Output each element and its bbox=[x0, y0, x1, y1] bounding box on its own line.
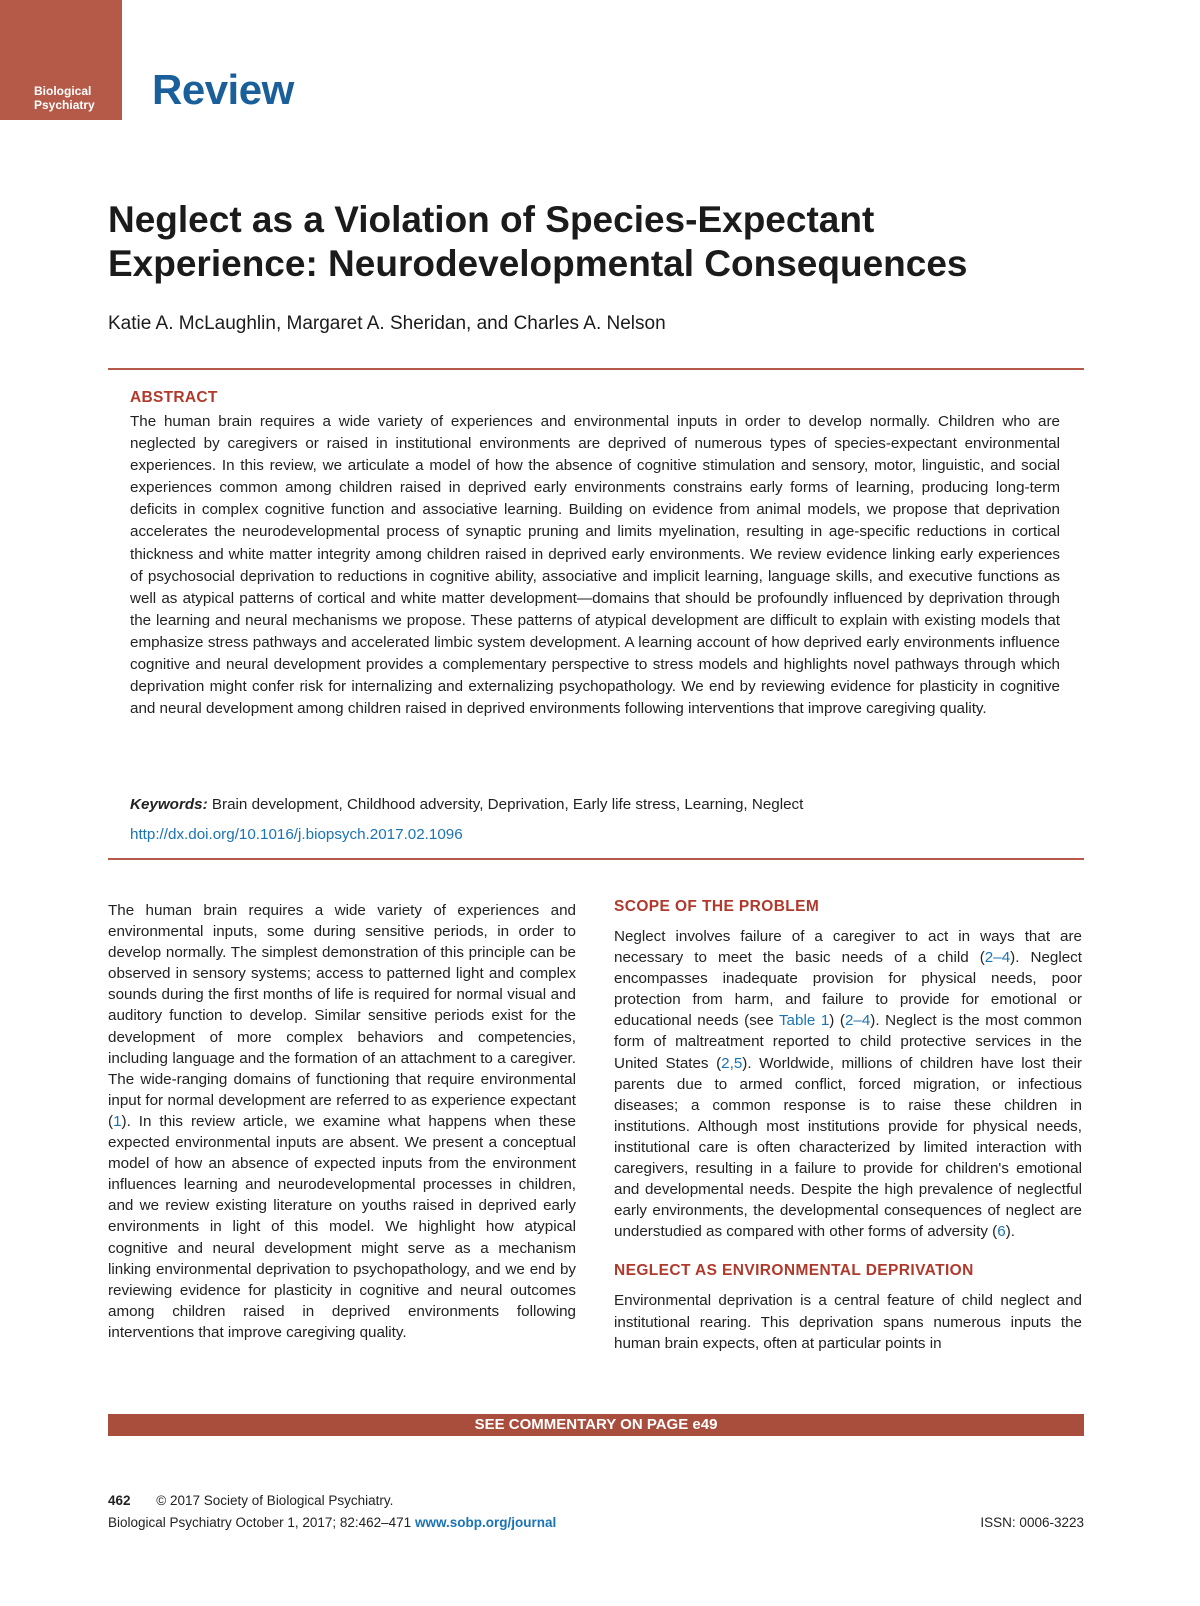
journal-badge bbox=[0, 0, 122, 120]
keywords-list: Brain development, Childhood adversity, Deprivation, Early life stress, Learning, Neglect bbox=[211, 796, 804, 813]
intro-text-2: ). In this review article, we examine what happens when these expected environmental inputs are absent. We present a conceptual model of how an absence of expected inputs from the environment influences learning and neurodevelopmental processes in children, and we review existing literature on youths raised in deprived early environments in light of this model. We highlight how atypical cognitive and neural development might serve as a mechanism linking environmental deprivation to psychopathology, and we end by reviewing evidence for plasticity in cognitive and neural outcomes among children raised in deprived environments following interventions that improve caregiving quality. bbox=[108, 1112, 576, 1341]
scope-heading: SCOPE OF THE PROBLEM bbox=[614, 898, 820, 915]
scope-text-2: ). Neglect encompasses inadequate provision for physical needs, poor protection from harm, and failure to provide for emotional or educational needs (see bbox=[614, 949, 1082, 1030]
section-label: Review bbox=[152, 66, 294, 113]
journal-name-line2: Psychiatry bbox=[34, 98, 95, 112]
journal-url-link[interactable]: www.sobp.org/journal bbox=[414, 1515, 557, 1530]
issn: ISSN: 0006-3223 bbox=[980, 1515, 1084, 1530]
deprivation-paragraph: Environmental deprivation is a central feature of child neglect and institutional rearing. This deprivation spans numerous inputs the human brain expects, often at particular points in bbox=[614, 1292, 1082, 1352]
page-footer bbox=[108, 1493, 1084, 1535]
article-title bbox=[108, 198, 1108, 286]
right-column bbox=[614, 898, 1082, 1354]
table-link[interactable]: Table 1 bbox=[778, 1012, 830, 1030]
citation: Biological Psychiatry October 1, 2017; 82:462–471 bbox=[108, 1515, 412, 1530]
scope-text-4: ). Neglect is the most common form of maltreatment reported to child protective services in the United States ( bbox=[614, 1012, 1082, 1072]
abstract-heading: ABSTRACT bbox=[130, 389, 218, 406]
author-list: Katie A. McLaughlin, Margaret A. Sheridan, and Charles A. Nelson bbox=[108, 313, 666, 334]
scope-text-3: ) ( bbox=[829, 1012, 845, 1030]
scope-text-1: Neglect involves failure of a caregiver to act in ways that are necessary to meet the basic needs of a child ( bbox=[614, 928, 1082, 967]
scope-text-6: ). bbox=[1005, 1223, 1015, 1241]
journal-name-line1: Biological bbox=[34, 84, 92, 98]
reference-link[interactable]: 6 bbox=[997, 1223, 1006, 1241]
reference-link[interactable]: 2–4 bbox=[844, 1012, 871, 1030]
page-number: 462 bbox=[108, 1493, 131, 1508]
abstract-bottom-divider bbox=[108, 858, 1084, 860]
intro-paragraph bbox=[108, 900, 576, 1343]
reference-link[interactable]: 2,5 bbox=[721, 1054, 743, 1072]
scope-text-5: ). Worldwide, millions of children have lost their parents due to armed conflict, forced migration, or infectious diseases; a common response is to raise these children in institutions. Although most institutions provide for physical needs, institutional care is often characterized by limited interaction with caregivers, resulting in a failure to provide for children's emotional and developmental needs. Despite the high prevalence of neglectful early environments, the developmental consequences of neglect are understudied as compared with other forms of adversity ( bbox=[614, 1054, 1082, 1241]
doi-link[interactable]: http://dx.doi.org/10.1016/j.biopsych.2017.02.1096 bbox=[130, 826, 463, 843]
abstract-text: The human brain requires a wide variety of experiences and environmental inputs in order to develop normally. Children who are neglected by caregivers or raised in institutional environments are deprived of numerous types of species-expectant environmental experiences. In this review, we articulate a model of how the absence of cognitive stimulation and sensory, motor, linguistic, and social experiences common among children raised in deprived early environments constrains early forms of learning, producing long-term deficits in complex cognitive function and associative learning. Building on evidence from animal models, we propose that deprivation accelerates the neurodevelopmental process of synaptic pruning and limits myelination, resulting in age-specific reductions in cortical thickness and white matter integrity among children raised in deprived early environments. We review evidence linking early experiences of psychosocial deprivation to reductions in cognitive ability, associative and implicit learning, language skills, and executive functions as well as atypical patterns of cortical and white matter development—domains that should be profoundly influenced by deprivation through the learning and neural mechanisms we propose. These patterns of atypical development are difficult to explain with existing models that emphasize stress pathways and accelerated limbic system development. A learning account of how deprived early environments influence cognitive and neural development provides a complementary perspective to stress models and highlights novel pathways through which deprivation might confer risk for internalizing and externalizing psychopathology. We end by reviewing evidence for plasticity in cognitive and neural development among children raised in deprived environments following interventions that improve caregiving quality. bbox=[130, 413, 1060, 718]
abstract-block bbox=[130, 389, 1060, 720]
intro-text-1: The human brain requires a wide variety of experiences and environmental inputs, some during sensitive periods, in order to develop normally. The simplest demonstration of this principle can be observed in sensory systems; access to patterned light and complex sounds during the first months of life is required for normal visual and auditory function to develop. Similar sensitive periods exist for the development of more complex behaviors and competencies, including language and the formation of an attachment to a caregiver. The wide-ranging domains of functioning that require environmental input for normal development are referred to as experience expectant ( bbox=[108, 902, 576, 1130]
abstract-top-divider bbox=[108, 368, 1084, 370]
keywords bbox=[130, 796, 803, 813]
copyright: © 2017 Society of Biological Psychiatry. bbox=[156, 1493, 394, 1508]
deprivation-heading: NEGLECT AS ENVIRONMENTAL DEPRIVATION bbox=[614, 1262, 974, 1280]
reference-link[interactable]: 1 bbox=[113, 1112, 122, 1130]
reference-link[interactable]: 2–4 bbox=[984, 949, 1011, 967]
keywords-label: Keywords: bbox=[130, 796, 208, 813]
scope-paragraph bbox=[614, 926, 1082, 1242]
commentary-link-bar[interactable]: SEE COMMENTARY ON PAGE e49 bbox=[108, 1414, 1084, 1436]
title-line-2: Experience: Neurodevelopmental Consequences bbox=[108, 243, 968, 284]
title-line-1: Neglect as a Violation of Species-Expectant bbox=[108, 199, 875, 240]
